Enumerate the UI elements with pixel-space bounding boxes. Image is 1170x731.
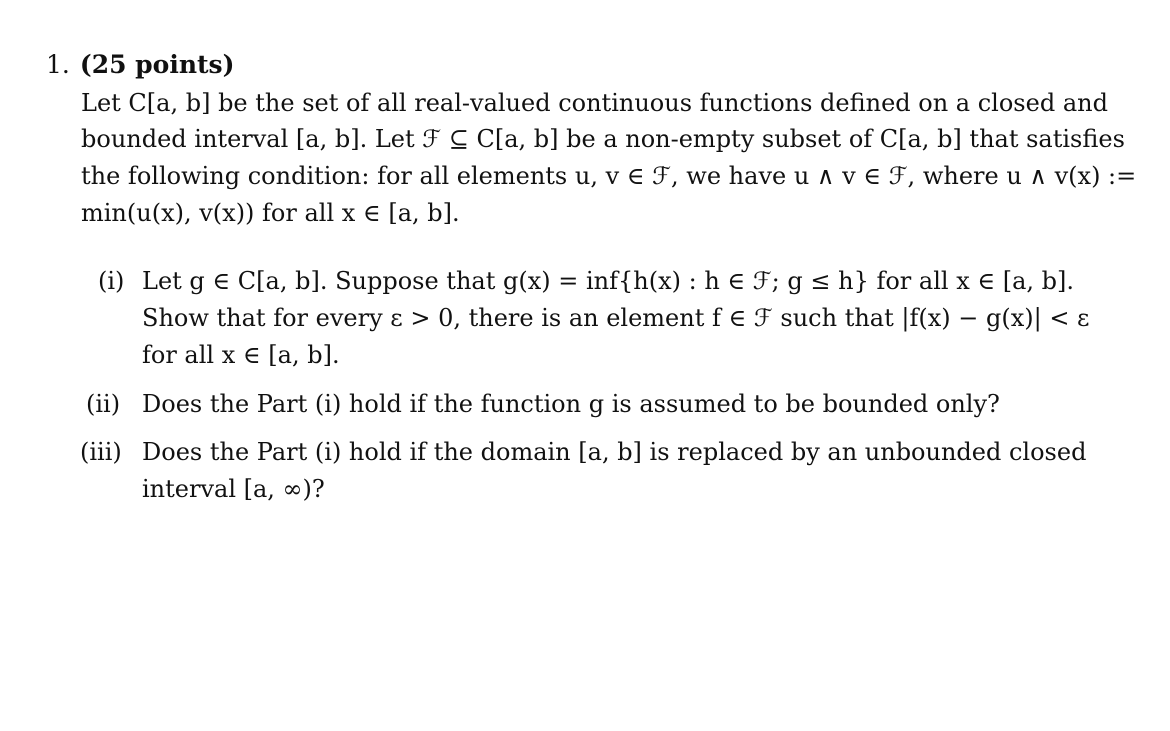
part-ii-line-1: Does the Part (i) hold if the function g is assumed to be bounded only? xyxy=(142,390,1000,418)
part-i-line-1: Let g ∈ C[a, b]. Suppose that g(x) = inf{h(x) : h ∈ ℱ; g ≤ h} for all x ∈ [a, b]. xyxy=(142,267,1075,295)
intro-line-2: bounded interval [a, b]. Let ℱ ⊆ C[a, b] be a non-empty subset of C[a, b] that satisfies xyxy=(81,125,1125,153)
problem-header xyxy=(46,48,234,82)
part-iii-line-2: interval [a, ∞)? xyxy=(142,475,325,503)
part-i-line-3: for all x ∈ [a, b]. xyxy=(142,341,340,369)
part-iii-line-1: Does the Part (i) hold if the domain [a, b] is replaced by an unbounded closed xyxy=(142,438,1087,466)
part-ii-label: (ii) xyxy=(86,390,121,418)
intro-line-1: Let C[a, b] be the set of all real-valued continuous functions defined on a closed and xyxy=(81,89,1108,117)
part-iii-label: (iii) xyxy=(80,438,122,466)
part-i-label: (i) xyxy=(98,267,125,295)
problem-points: (25 points) xyxy=(79,50,235,79)
part-i-line-2: Show that for every ε > 0, there is an element f ∈ ℱ such that |f(x) − g(x)| < ε xyxy=(142,304,1090,332)
intro-line-4: min(u(x), v(x)) for all x ∈ [a, b]. xyxy=(81,199,460,227)
intro-line-3: the following condition: for all elements u, v ∈ ℱ, we have u ∧ v ∈ ℱ, where u ∧ v(x) := xyxy=(81,162,1137,190)
problem-number: 1. xyxy=(46,50,70,79)
